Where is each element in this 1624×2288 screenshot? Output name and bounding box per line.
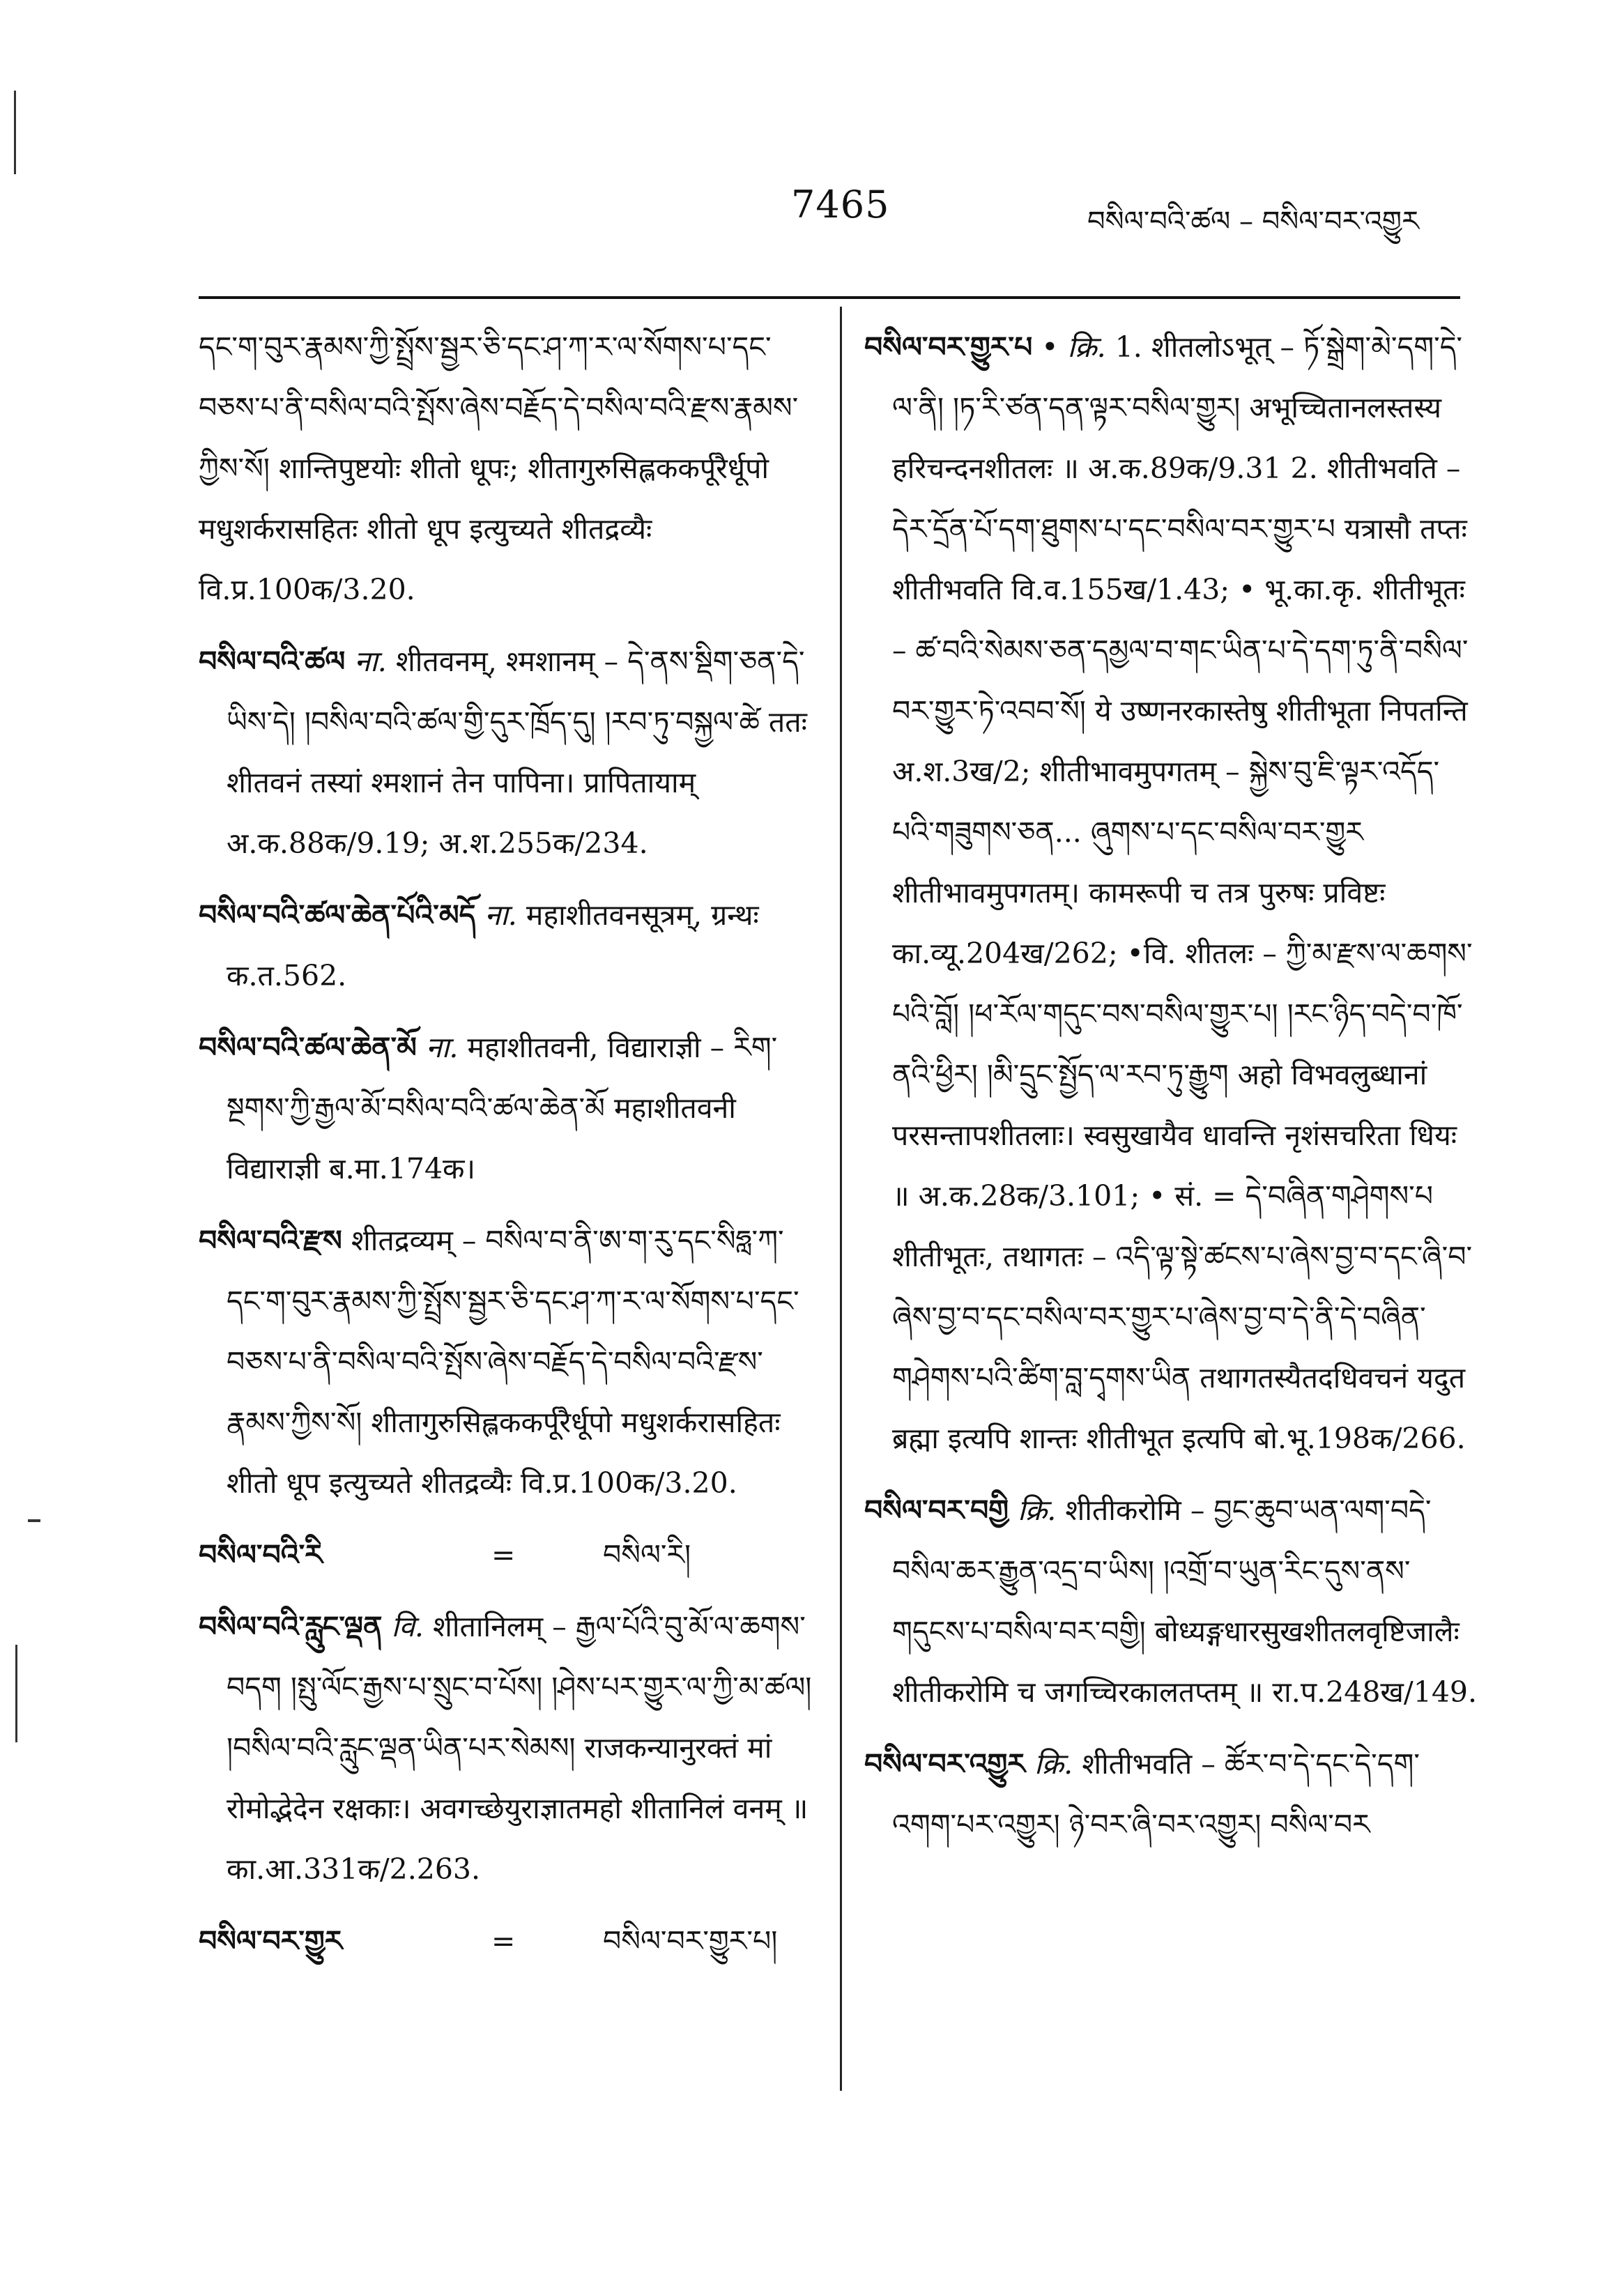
grammar-label: ना. (484, 898, 517, 932)
definition: शीतीभवति – ཚོར་བ་དེ་དང་དེ་དག་འགག་པར་འགྱུར། ཉེ་བར་ཞི་བར་འགྱུར། བསིལ་བར (892, 1747, 1420, 1841)
header-rule (199, 296, 1460, 299)
equals-sign: = (491, 1924, 516, 1958)
grammar-label: क्रि. (1018, 1494, 1057, 1527)
margin-mark (28, 1519, 40, 1522)
headword: བསིལ་བའི་ཚལ་ཆེན་པོའི་མདོ (199, 898, 476, 932)
grammar-label: ना. (425, 1031, 459, 1064)
headword: བསིལ་བར་འགྱུར (864, 1747, 1025, 1781)
headword: བསིལ་བར་གྱུར (199, 1924, 343, 1958)
dictionary-entry (199, 1597, 822, 1900)
cross-reference-target: བསིལ་རི། (603, 1538, 691, 1572)
definition: शीतवनम्, श्मशानम् – དེ་ནས་སྡིག་ཅན་དེ་ཡིས་དེ། །བསིལ་བའི་ཚལ་གྱི་དུར་ཁྲོད་དུ། །རབ་ཏུ་བསྐྱལ་ཚེ ततः शीतवनं तस्यां श्मशानं तेन पापिना। प्रापितायाम् अ.क.88क/9.19; अ.श.255क/234. (227, 645, 807, 860)
headword: བསིལ་བར་བགྱི (864, 1494, 1009, 1527)
grammar-label: क्रि. (1034, 1747, 1073, 1781)
dictionary-entry (199, 1018, 822, 1199)
definition: शीतानिलम् – རྒྱལ་པོའི་བུ་མོ་ལ་ཆགས་བདག །སྤུ་ལོང་རྒྱས་པ་སྲུང་བ་པོས། །ཤེས་པར་གྱུར་ལ་ཀྱི་མ་ཚལ། །བསིལ་བའི་རླུང་ལྡན་ཡིན་པར་སེམས། राजकन्यानुरक्तं मां रोमोद्भेदेन रक्षकाः। अवगच्छेयुराज्ञातमहो शीतानिलं वनम् ॥ का.आ.331क/2.263. (227, 1610, 812, 1886)
cross-reference-entry (199, 1911, 822, 1972)
running-head: བསིལ་བའི་ཚལ – བསིལ་བར་འགྱུར (1087, 206, 1419, 238)
dictionary-entry (864, 317, 1478, 1469)
margin-mark (15, 1645, 17, 1742)
headword: བསིལ་བའི་རི (199, 1538, 323, 1572)
headword: བསིལ་བའི་རྫས (199, 1224, 342, 1257)
grammar-label: ना. (354, 645, 387, 678)
definition: शीतीकरोमि – བྱང་ཆུབ་ཡན་ལག་བདེ་བསིལ་ཆར་རྒྱུན་འདྲ་བ་ཡིས། །འགྲོ་བ་ཡུན་རིང་དུས་ནས་གདུངས་པ་བསིལ་བར་བགྱི། बोध्यङ्गधारसुखशीतलवृष्टिजालैः शीतीकरोमि च जगच्चिरकालतप्तम् ॥ रा.प.248ख/149. (892, 1494, 1478, 1709)
entry-continuation: དང་ག་བུར་རྣམས་ཀྱི་སྤྲོས་སྦྱར་ཅི་དང་ཤ་ཀ་ར་ལ་སོགས་པ་དང་བཅས་པ་ནི་བསིལ་བའི་སྤོས་ཞེས་བརྗོད་དེ་བསིལ་བའི་རྫས་རྣམས་ཀྱིས་སོ། शान्तिपुष्टयोः शीतो धूपः; शीतागुरुसिह्लककर्पूरैर्धूपो मधुशर्करासहितः शीतो धूप इत्युच्यते शीतद्रव्यैः वि.प्र.100क/3.20. (199, 330, 799, 606)
dictionary-entry (864, 1480, 1478, 1723)
dictionary-entry (199, 885, 822, 1006)
definition: 1. शीतलोऽभूत् – ཏོ་སྒྲེག་མེ་དག་དེ་ལ་ནི། །ཏ་རི་ཙན་དན་ལྟར་བསིལ་གྱུར། अभूच्चितानलस्तस्य हरिचन्दनशीतलः ॥ अ.क.89क/9.31 2. शीतीभवति – དེར་དྲོན་པོ་དག་ཐུགས་པ་དང་བསིལ་བར་གྱུར་པ यत्रासौ तप्तः शीतीभवति वि.व.155ख/1.43; • भू.का.कृ. शीतीभूतः – ཚ་བའི་སེམས་ཅན་དམྱལ་བ་གང་ཡིན་པ་དེ་དག་ཏུ་ནི་བསིལ་བར་གྱུར་ཏེ་འབབ་སོ། ये उष्णनरकास्तेषु शीतीभूता निपतन्ति अ.श.3ख/2; शीतीभावमुपगतम् – སྐྱེས་བུ་ཇི་ལྟར་འདོད་པའི་གཟུགས་ཅན... ཞུགས་པ་དང་བསིལ་བར་གྱུར शीतीभावमुपगतम्। कामरूपी च तत्र पुरुषः प्रविष्टः का.व्यू.204ख/262; •वि. शीतलः – ཀྱི་མ་རྫས་ལ་ཆགས་པའི་བློ། །ཕ་རོལ་གདུང་བས་བསིལ་གྱུར་པ། །རང་ཉིད་བདེ་བ་ཁོ་ནའི་ཕྱིར། །མི་དྲུང་སྤྱོད་ལ་རབ་ཏུ་རྒྱུག अहो विभवलुब्धानां परसन्तापशीतलाः। स्वसुखायैव धावन्ति नृशंसचरिता धियः ॥ अ.क.28क/3.101; • सं. = དེ་བཞིན་གཤེགས་པ शीतीभूतः, तथागतः – འདི་ལྟ་སྟེ་ཚངས་པ་ཞེས་བྱ་བ་དང་ཞི་བ་ཞེས་བྱ་བ་དང་བསིལ་བར་གྱུར་པ་ཞེས་བྱ་བ་དེ་ནི་དེ་བཞིན་གཤེགས་པའི་ཚིག་བླ་དྭགས་ཡིན तथागतस्यैतदधिवचनं यदुत ब्रह्मा इत्यपि शान्तः शीतीभूत इत्यपि बो.भू.198क/266. (892, 330, 1473, 1455)
left-column (199, 317, 822, 1983)
grammar-label: • क्रि. (1041, 330, 1106, 364)
headword: བསིལ་བའི་རླུང་ལྡན (199, 1610, 383, 1643)
headword: བསིལ་བའི་ཚལ་ཆེན་མོ (199, 1031, 417, 1064)
dictionary-entry (199, 631, 822, 874)
headword: བསིལ་བའི་ཚལ (199, 645, 346, 678)
dictionary-entry (864, 1734, 1478, 1855)
definition: महाशीतवनसूत्रम्, ग्रन्थः क.त.562. (227, 898, 759, 992)
headword: བསིལ་བར་གྱུར་པ (864, 330, 1033, 364)
right-column (864, 317, 1478, 1866)
definition: शीतद्रव्यम् – བསིལ་བ་ནི་ཨ་ག་རུ་དང་སིཧླ་ཀ་དང་ག་བུར་རྣམས་ཀྱི་སྤྲོས་སྦྱར་ཅི་དང་ཤ་ཀ་ར་ལ་སོགས་པ་དང་བཅས་པ་ནི་བསིལ་བའི་སྤོས་ཞེས་བརྗོད་དེ་བསིལ་བའི་རྫས་རྣམས་ཀྱིས་སོ། शीतागुरुसिह्लककर्पूरैर्धूपो मधुशर्करासहितः शीतो धूप इत्युच्यते शीतद्रव्यैः वि.प्र.100क/3.20. (227, 1224, 799, 1500)
definition: महाशीतवनी, विद्याराज्ञी – རིག་སྔགས་ཀྱི་རྒྱལ་མོ་བསིལ་བའི་ཚལ་ཆེན་མོ महाशीतवनी विद्याराज्ञी ब.मा.174क। (227, 1031, 778, 1185)
margin-mark (14, 91, 16, 174)
equals-sign: = (491, 1538, 516, 1572)
cross-reference-target: བསིལ་བར་གྱུར་པ། (603, 1924, 778, 1958)
column-divider (840, 307, 842, 2091)
cross-reference-entry (199, 1525, 822, 1586)
grammar-label: वि. (391, 1610, 424, 1643)
dictionary-entry (199, 1211, 822, 1514)
page-number: 7465 (791, 183, 890, 227)
